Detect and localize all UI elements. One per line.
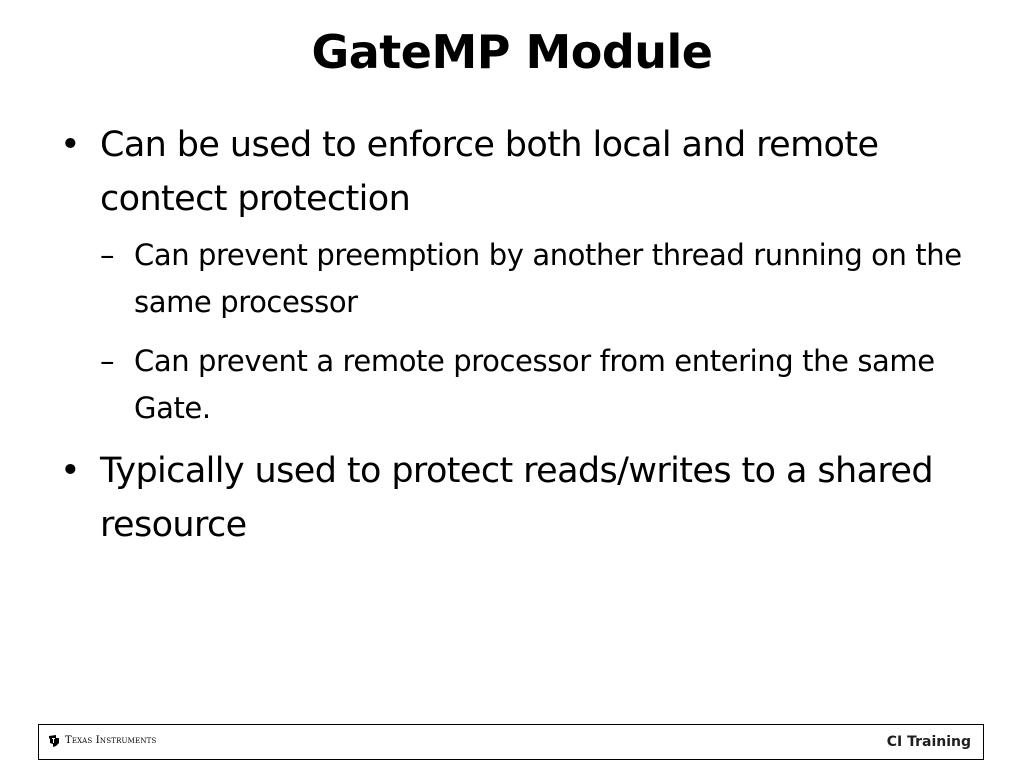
slide-title: GateMP Module <box>311 25 713 79</box>
sub-bullet-text: Can prevent preemption by another thread running on the same processor <box>134 238 962 319</box>
sub-bullet-text: Can prevent a remote processor from entering the same Gate. <box>134 344 935 425</box>
ti-logo-icon <box>47 734 61 748</box>
bullet-marker: • <box>60 125 81 165</box>
footer-bar <box>38 724 984 760</box>
sub-bullet-marker: – <box>100 344 115 378</box>
slide-content <box>58 118 988 558</box>
company-name: Texas Instruments <box>65 735 157 746</box>
sub-bullet-item <box>58 338 988 432</box>
bullet-item <box>58 118 988 226</box>
sub-bullet-list <box>58 232 988 432</box>
ti-logo <box>47 734 157 748</box>
footer-label: CI Training <box>886 734 971 750</box>
sub-bullet-marker: – <box>100 238 115 272</box>
bullet-marker: • <box>60 451 81 491</box>
sub-bullet-item <box>58 232 988 326</box>
bullet-text: Can be used to enforce both local and remote contect protection <box>100 125 879 219</box>
bullet-item <box>58 444 988 552</box>
bullet-text: Typically used to protect reads/writes to a shared resource <box>100 451 933 545</box>
